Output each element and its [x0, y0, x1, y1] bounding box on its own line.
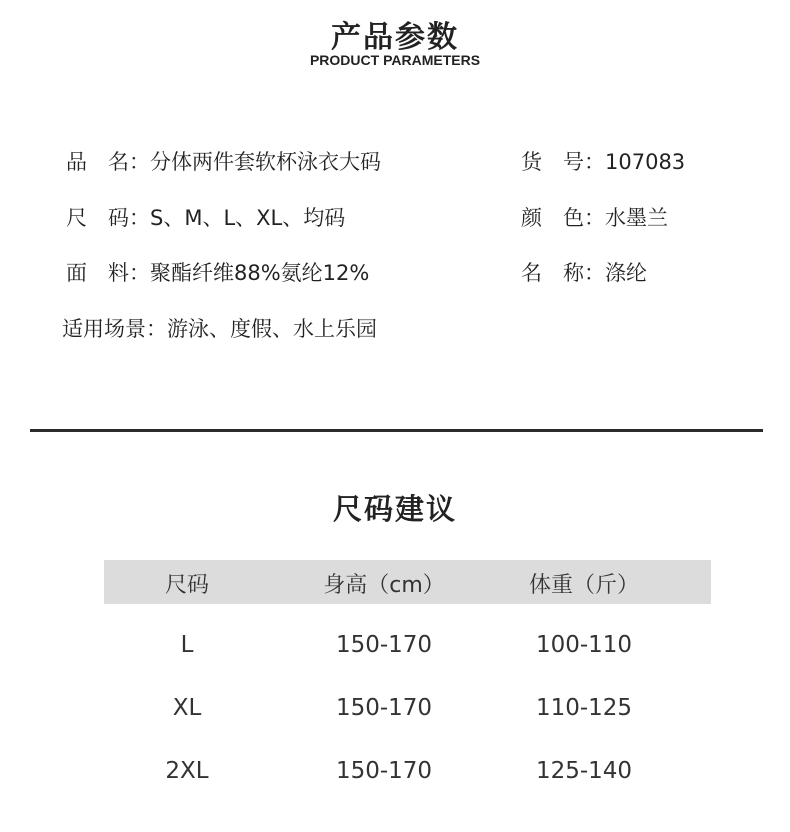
size-guide-title: 尺码建议 [332, 492, 457, 526]
table-row [104, 758, 711, 798]
param-fabric: 面 料：聚酯纤维88%氨纶12% [66, 261, 370, 285]
cell-weight: 110-125 [535, 695, 633, 721]
param-name: 品 名：分体两件套软杯泳衣大码 [66, 150, 381, 174]
cell-weight: 100-110 [535, 632, 633, 658]
cell-size: 2XL [165, 758, 209, 784]
cell-size: XL [172, 695, 202, 721]
cell-height: 150-170 [335, 632, 433, 658]
param-color: 颜 色：水墨兰 [521, 206, 668, 230]
param-material-name: 名 称：涤纶 [521, 261, 647, 285]
table-row [104, 632, 711, 672]
section-divider [30, 429, 763, 432]
cell-weight: 125-140 [535, 758, 633, 784]
header-weight: 体重（斤） [528, 573, 639, 598]
param-scene: 适用场景：游泳、度假、水上乐园 [62, 317, 377, 341]
table-row [104, 695, 711, 735]
size-table-header [104, 560, 711, 604]
param-size: 尺 码：S、M、L、XL、均码 [66, 206, 346, 230]
cell-height: 150-170 [335, 695, 433, 721]
param-item-no: 货 号：107083 [521, 150, 686, 174]
header-size: 尺码 [164, 573, 209, 598]
cell-size: L [180, 632, 194, 658]
page-title-cn: 产品参数 [331, 20, 459, 55]
cell-height: 150-170 [335, 758, 433, 784]
header-height: 身高（cm） [323, 573, 445, 598]
page-title-en: PRODUCT PARAMETERS [309, 52, 481, 68]
